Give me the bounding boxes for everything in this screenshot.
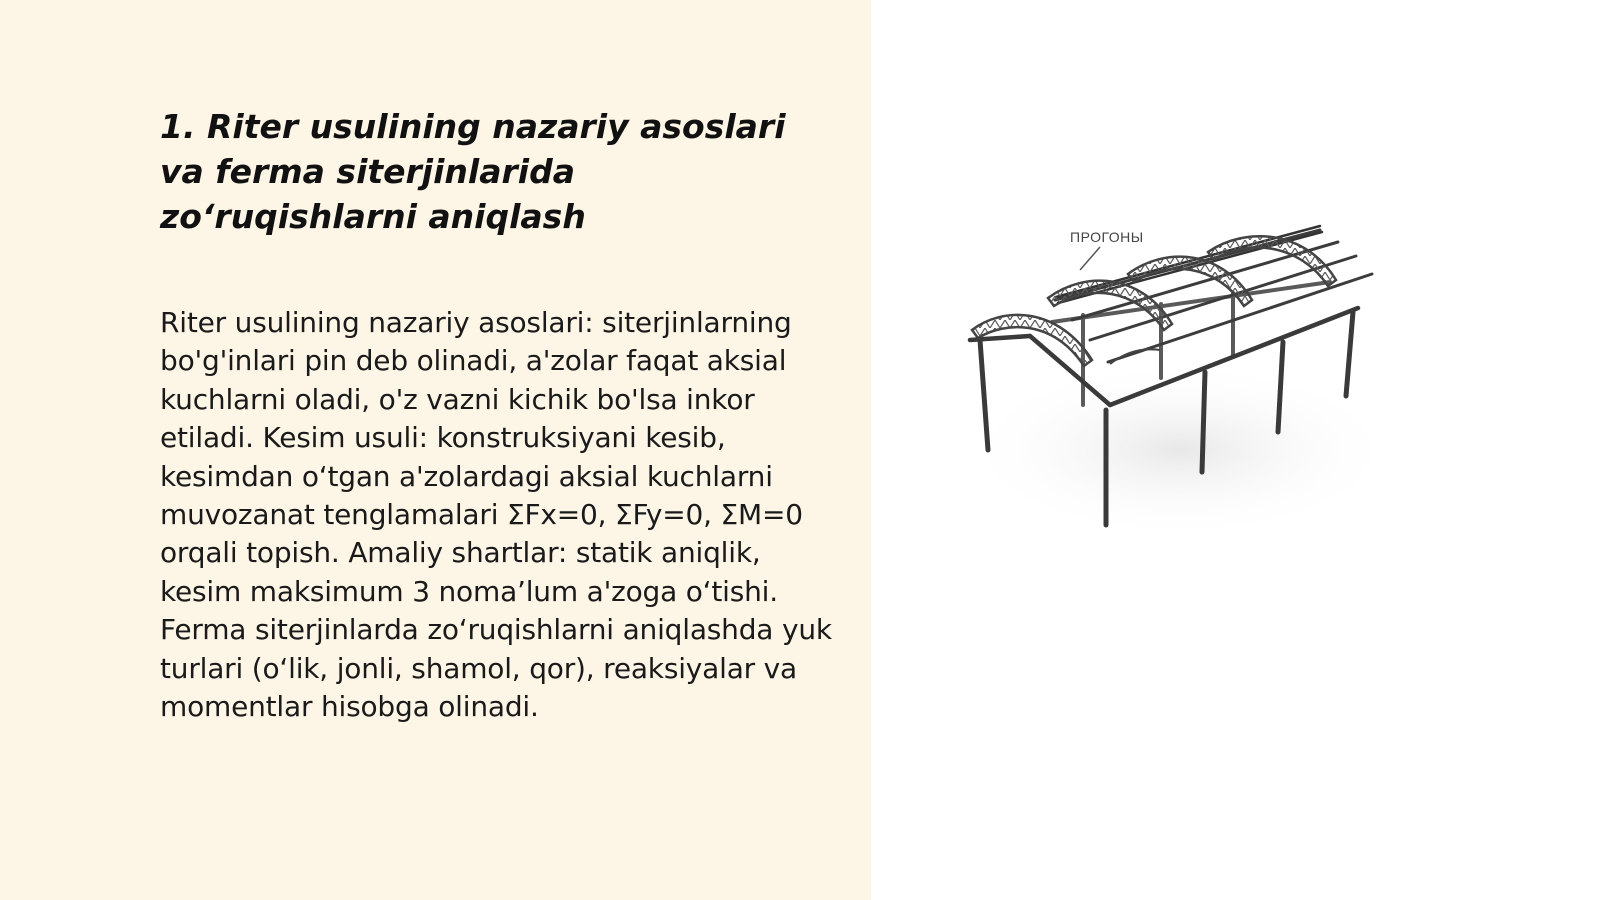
label-leader-line xyxy=(1080,247,1100,270)
purlins-label: ПРОГОНЫ xyxy=(1070,229,1144,245)
slide-title: 1. Riter usulining nazariy asoslari va ferma siterjinlarida zo‘ruqishlarni aniqlash xyxy=(160,107,786,236)
ground-shadow xyxy=(960,360,1400,540)
arched-truss-frame-illustration xyxy=(960,200,1420,550)
slide-body-text: Riter usulining nazariy asoslari: siterjinlarning bo'g'inlari pin deb olinadi, a'zolar faqat aksial kuchlarni oladi, o'z vazni kichik bo'lsa inkor etiladi. Kesim usuli: konstruksiyani kesib, kesimdan o‘tgan a'zolardagi aksial kuchlarni muvozanat tenglamalari ΣFx=0, ΣFy=0, ΣM=0 orqali topish. Amaliy shartlar: statik aniqlik, kesim maksimum 3 noma’lum a'zoga o‘tishi. Ferma siterjinlarda zo‘ruqishlarni aniqlashda yuk turlari (o‘lik, jonli, shamol, qor), reaksiyalar va momentlar hisobga olinadi. xyxy=(160,306,832,724)
truss-frame-drawing xyxy=(960,200,1420,550)
truss-arch-2 xyxy=(1048,281,1172,330)
